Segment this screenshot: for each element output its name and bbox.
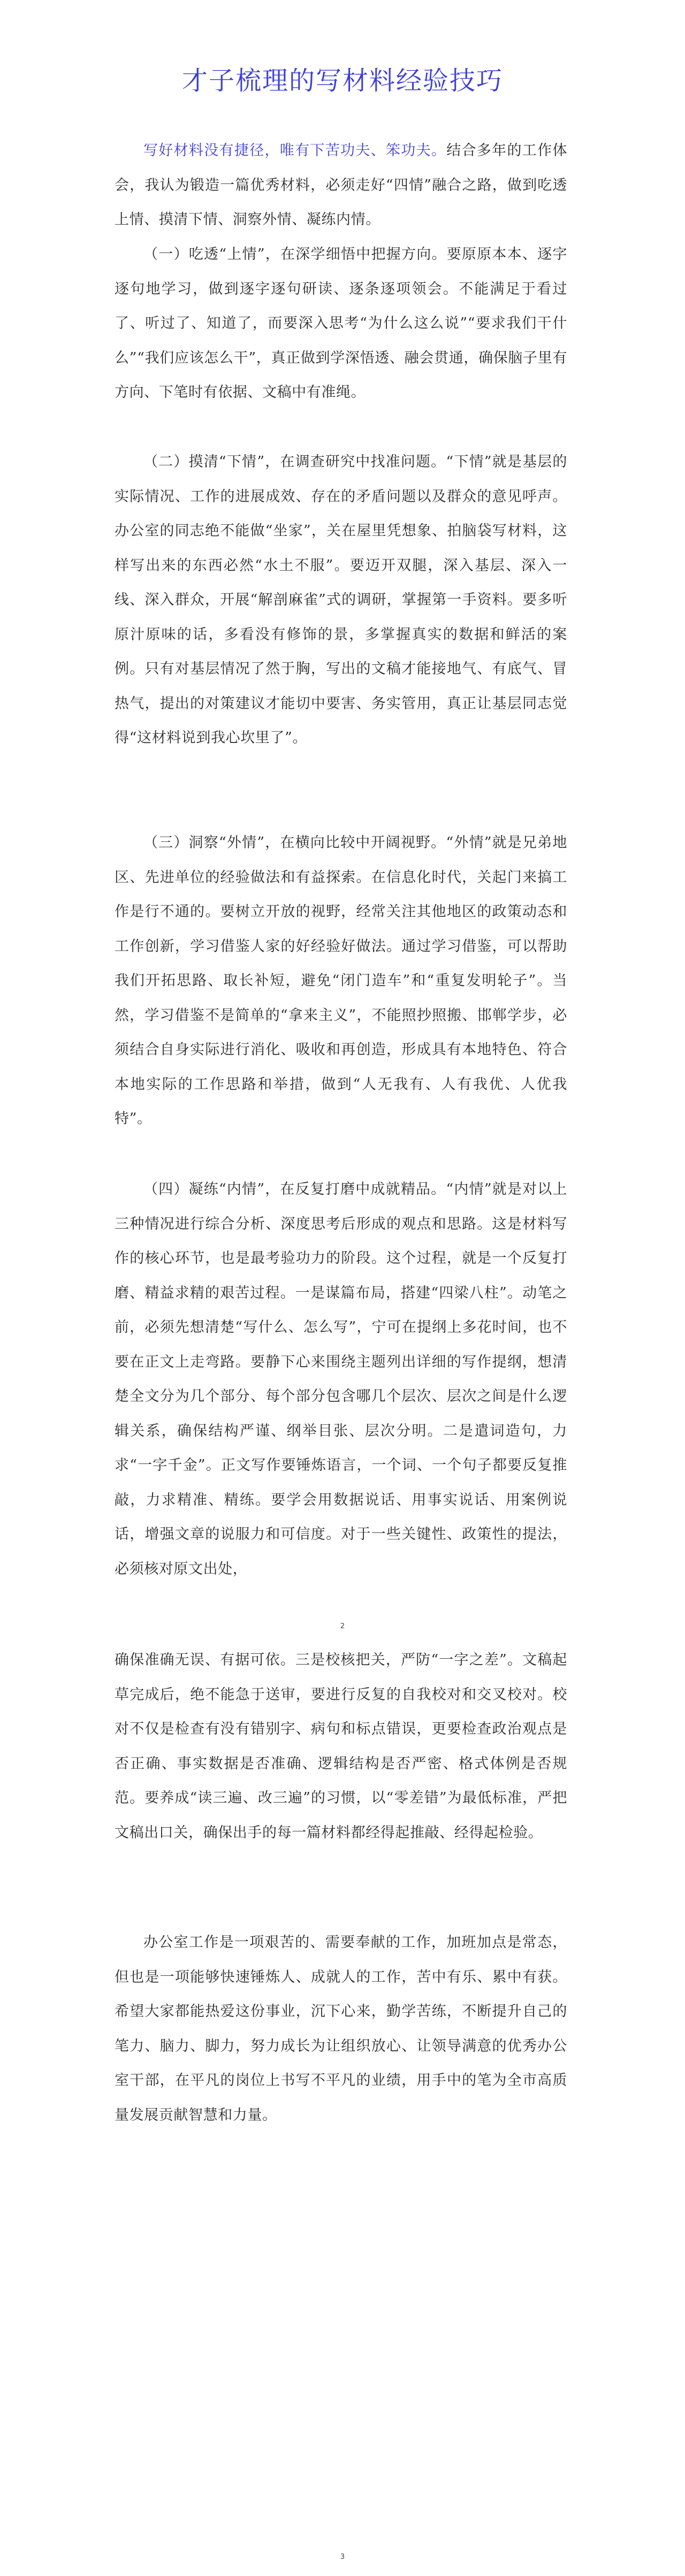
page-number: 2 (340, 1622, 345, 1630)
paragraph-4-continued: 确保准确无误、有据可依。三是校核把关，严防“一字之差”。文稿起草完成后，绝不能急于送审，要进行反复的自我校对和交叉校对。校对不仅是检查有没有错别字、病句和标点错误，更要检查政治观点是否正确、事实数据是否准确、逻辑结构是否严密、格式体例是否规范。要养成“读三遍、改三遍”的习惯，以“零差错”为最低标准，严把文稿出口关，确保出手的每一篇材料都经得起推敲、经得起检验。 (115, 1652, 567, 1841)
paragraph-1: （一）吃透“上情”，在深学细悟中把握方向。要原原本本、逐字逐句地学习，做到逐字逐句研读、逐条逐项领会。不能满足于看过了、听过了、知道了，而要深入思考“为什么这么说”“要求我们干什么”“我们应该怎么干”，真正做到学深悟透、融会贯通，确保脑子里有方向、下笔时有依据、文稿中有准绳。 (115, 246, 567, 401)
intro-paragraph (115, 134, 567, 237)
paragraph-5: 办公室工作是一项艰苦的、需要奉献的工作，加班加点是常态，但也是一项能够快速锤炼人、成就人的工作，苦中有乐、累中有获。希望大家都能热爱这份事业，沉下心来，勤学苦练，不断提升自己的笔力、脑力、脚力，努力成长为让组织放心、让领导满意的优秀办公室干部，在平凡的岗位上书写不平凡的业绩，用手中的笔为全市高质量发展贡献智慧和力量。 (115, 1934, 567, 2123)
document-title: 才子梳理的写材料经验技巧 (181, 66, 503, 96)
page-number: 3 (340, 2553, 345, 2561)
intro-highlight: 写好材料没有捷径，唯有下苦功夫、笨功夫。 (143, 142, 447, 159)
paragraph-2: （二）摸清“下情”，在调查研究中找准问题。“下情”就是基层的实际情况、工作的进展成效、存在的矛盾问题以及群众的意见呼声。办公室的同志绝不能做“坐家”，关在屋里凭想象、拍脑袋写材料，这样写出来的东西必然“水土不服”。要迈开双腿，深入基层、深入一线、深入群众，开展“解剖麻雀”式的调研，掌握第一手资料。要多听原汁原味的话，多看没有修饰的景，多掌握真实的数据和鲜活的案例。只有对基层情况了然于胸，写出的文稿才能接地气、有底气、冒热气，提出的对策建议才能切中要害、务实管用，真正让基层同志觉得“这材料说到我心坎里了”。 (115, 454, 567, 746)
paragraph-3: （三）洞察“外情”，在横向比较中开阔视野。“外情”就是兄弟地区、先进单位的经验做法和有益探索。在信息化时代，关起门来搞工作是行不通的。要树立开放的视野，经常关注其他地区的政策动态和工作创新，学习借鉴人家的好经验好做法。通过学习借鉴，可以帮助我们开拓思路、取长补短，避免“闭门造车”和“重复发明轮子”。当然，学习借鉴不是简单的“拿来主义”，不能照抄照搬、邯郸学步，必须结合自身实际进行消化、吸收和再创造，形成具有本地特色、符合本地实际的工作思路和举措，做到“人无我有、人有我优、人优我特”。 (115, 834, 567, 1127)
paragraph-4: （四）凝练“内情”，在反复打磨中成就精品。“内情”就是对以上三种情况进行综合分析、深度思考后形成的观点和思路。这是材料写作的核心环节，也是最考验功力的阶段。这个过程，就是一个反复打磨、精益求精的艰苦过程。一是谋篇布局，搭建“四梁八柱”。动笔之前，必须先想清楚“写什么、怎么写”，宁可在提纲上多花时间，也不要在正文上走弯路。要静下心来围绕主题列出详细的写作提纲，想清楚全文分为几个部分、每个部分包含哪几个层次、层次之间是什么逻辑关系，确保结构严谨、纲举目张、层次分明。二是遣词造句，力求“一字千金”。正文写作要锤炼语言，一个词、一个句子都要反复推敲，力求精准、精练。要学会用数据说话、用事实说话、用案例说话，增强文章的说服力和可信度。对于一些关键性、政策性的提法，必须核对原文出处， (115, 1181, 567, 1577)
intro-rest: 结合多年的工作体会，我认为锻造一篇优秀材料，必须走好“四情”融合之路，做到吃透上情、摸清下情、洞察外情、凝练内情。 (115, 142, 567, 228)
page-2 (0, 1643, 685, 2576)
